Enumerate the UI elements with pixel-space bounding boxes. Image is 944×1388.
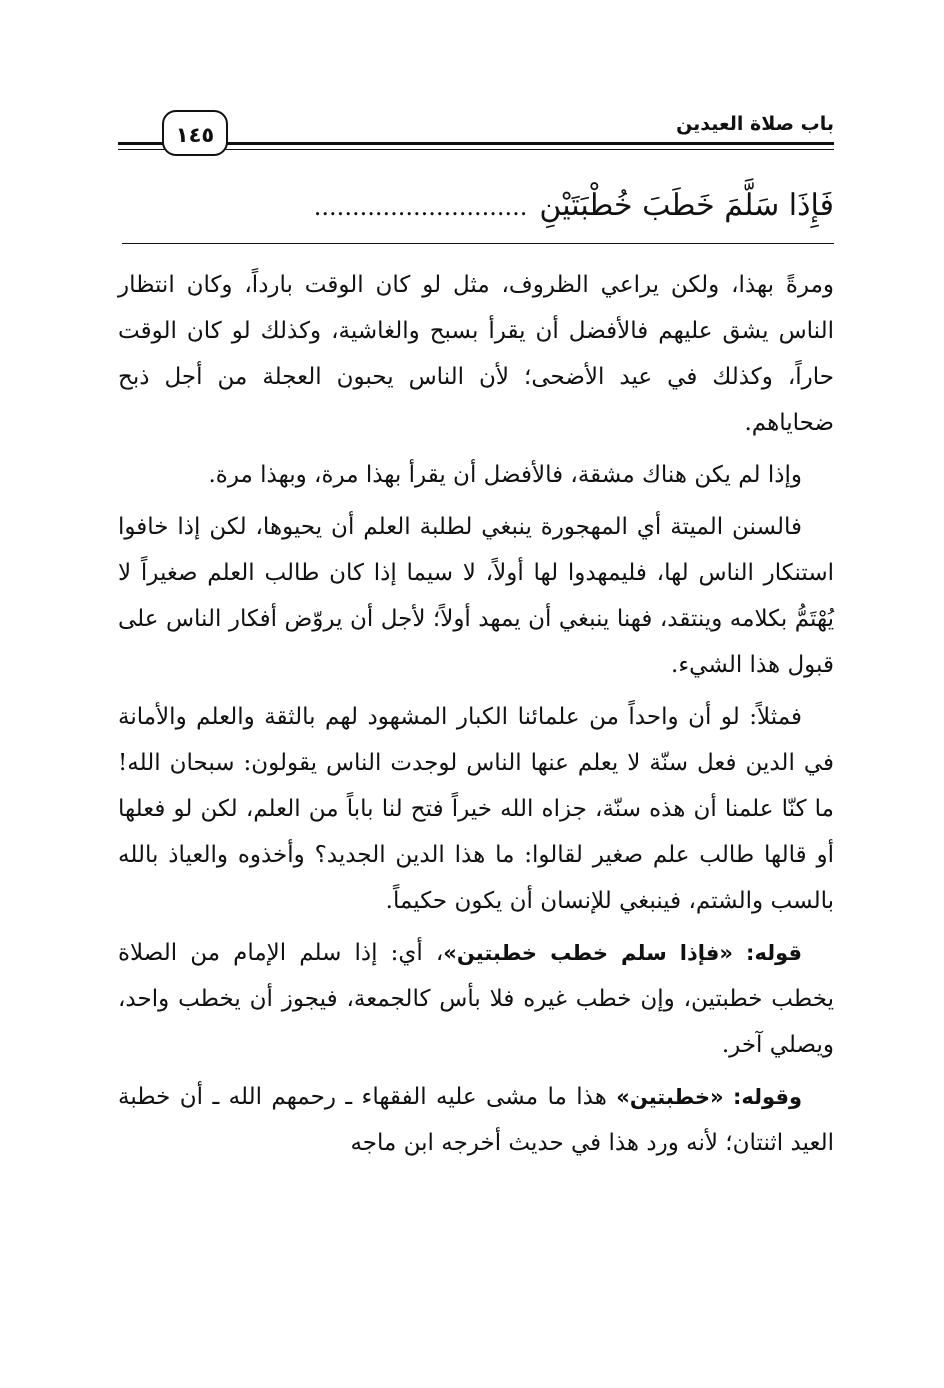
paragraph-6	[118, 1074, 834, 1166]
body-text	[118, 262, 834, 1172]
paragraph-5-lead: قوله: «فإذا سلم خطب خطبتين»	[443, 941, 802, 965]
matn-separator	[122, 243, 834, 244]
paragraph-6-text: هذا ما مشى عليه الفقهاء ـ رحمهم الله ـ أن خطبة العيد اثنتان؛ لأنه ورد هذا في حديث أخرجه ابن ماجه	[118, 1084, 834, 1156]
paragraph-4	[118, 694, 834, 924]
paragraph-3	[118, 504, 834, 688]
matn-heading	[122, 176, 834, 236]
paragraph-5	[118, 930, 834, 1068]
paragraph-1-text: ومرةً بهذا، ولكن يراعي الظروف، مثل لو كان الوقت بارداً، وكان انتظار الناس يشق عليهم فالأفضل أن يقرأ بسبح والغاشية، وكذلك لو كان الوقت حاراً، وكذلك في عيد الأضحى؛ لأن الناس يحبون العجلة من أجل ذبح ضحاياهم.	[118, 272, 834, 436]
paragraph-4-text: فمثلاً: لو أن واحداً من علمائنا الكبار المشهود لهم بالثقة والعلم والأمانة في الدين فعل سنّة لا يعلم عنها الناس لوجدت الناس يقولون: سبحان الله! ما كنّا علمنا أن هذه سنّة، جزاه الله خيراً فتح لنا باباً من العلم، لكن لو فعلها أو قالها طالب علم صغير لقالوا: ما هذا الدين الجديد؟ وأخذوه والعياذ بالله بالسب والشتم، فينبغي للإنسان أن يكون حكيماً.	[118, 704, 834, 914]
paragraph-3-text: فالسنن الميتة أي المهجورة ينبغي لطلبة العلم أن يحيوها، لكن إذا خافوا استنكار الناس لها، فليمهدوا لها أولاً، لا سيما إذا كان طالب العلم صغيراً لا يُهْتَمُّ بكلامه وينتقد، فهنا ينبغي أن يمهد أولاً؛ لأجل أن يروّض أفكار الناس على قبول هذا الشيء.	[118, 514, 834, 678]
paragraph-1	[118, 262, 834, 446]
paragraph-2	[118, 452, 834, 498]
paragraph-5-text: ، أي: إذا سلم الإمام من الصلاة يخطب خطبتين، وإن خطب غيره فلا بأس كالجمعة، فيجوز أن يخطب واحد، ويصلي آخر.	[118, 940, 834, 1058]
chapter-title: باب صلاة العيدين	[676, 113, 834, 135]
paragraph-6-lead: وقوله: «خطبتين»	[616, 1085, 802, 1109]
matn-text: فَإِذَا سَلَّمَ خَطَبَ خُطْبَتَيْنِ	[539, 188, 834, 223]
paragraph-2-text: وإذا لم يكن هناك مشقة، فالأفضل أن يقرأ بهذا مرة، وبهذا مرة.	[208, 462, 802, 488]
matn-dots: ............................	[313, 193, 528, 221]
page-number: ١٤٥	[162, 110, 228, 156]
running-header	[118, 104, 834, 164]
